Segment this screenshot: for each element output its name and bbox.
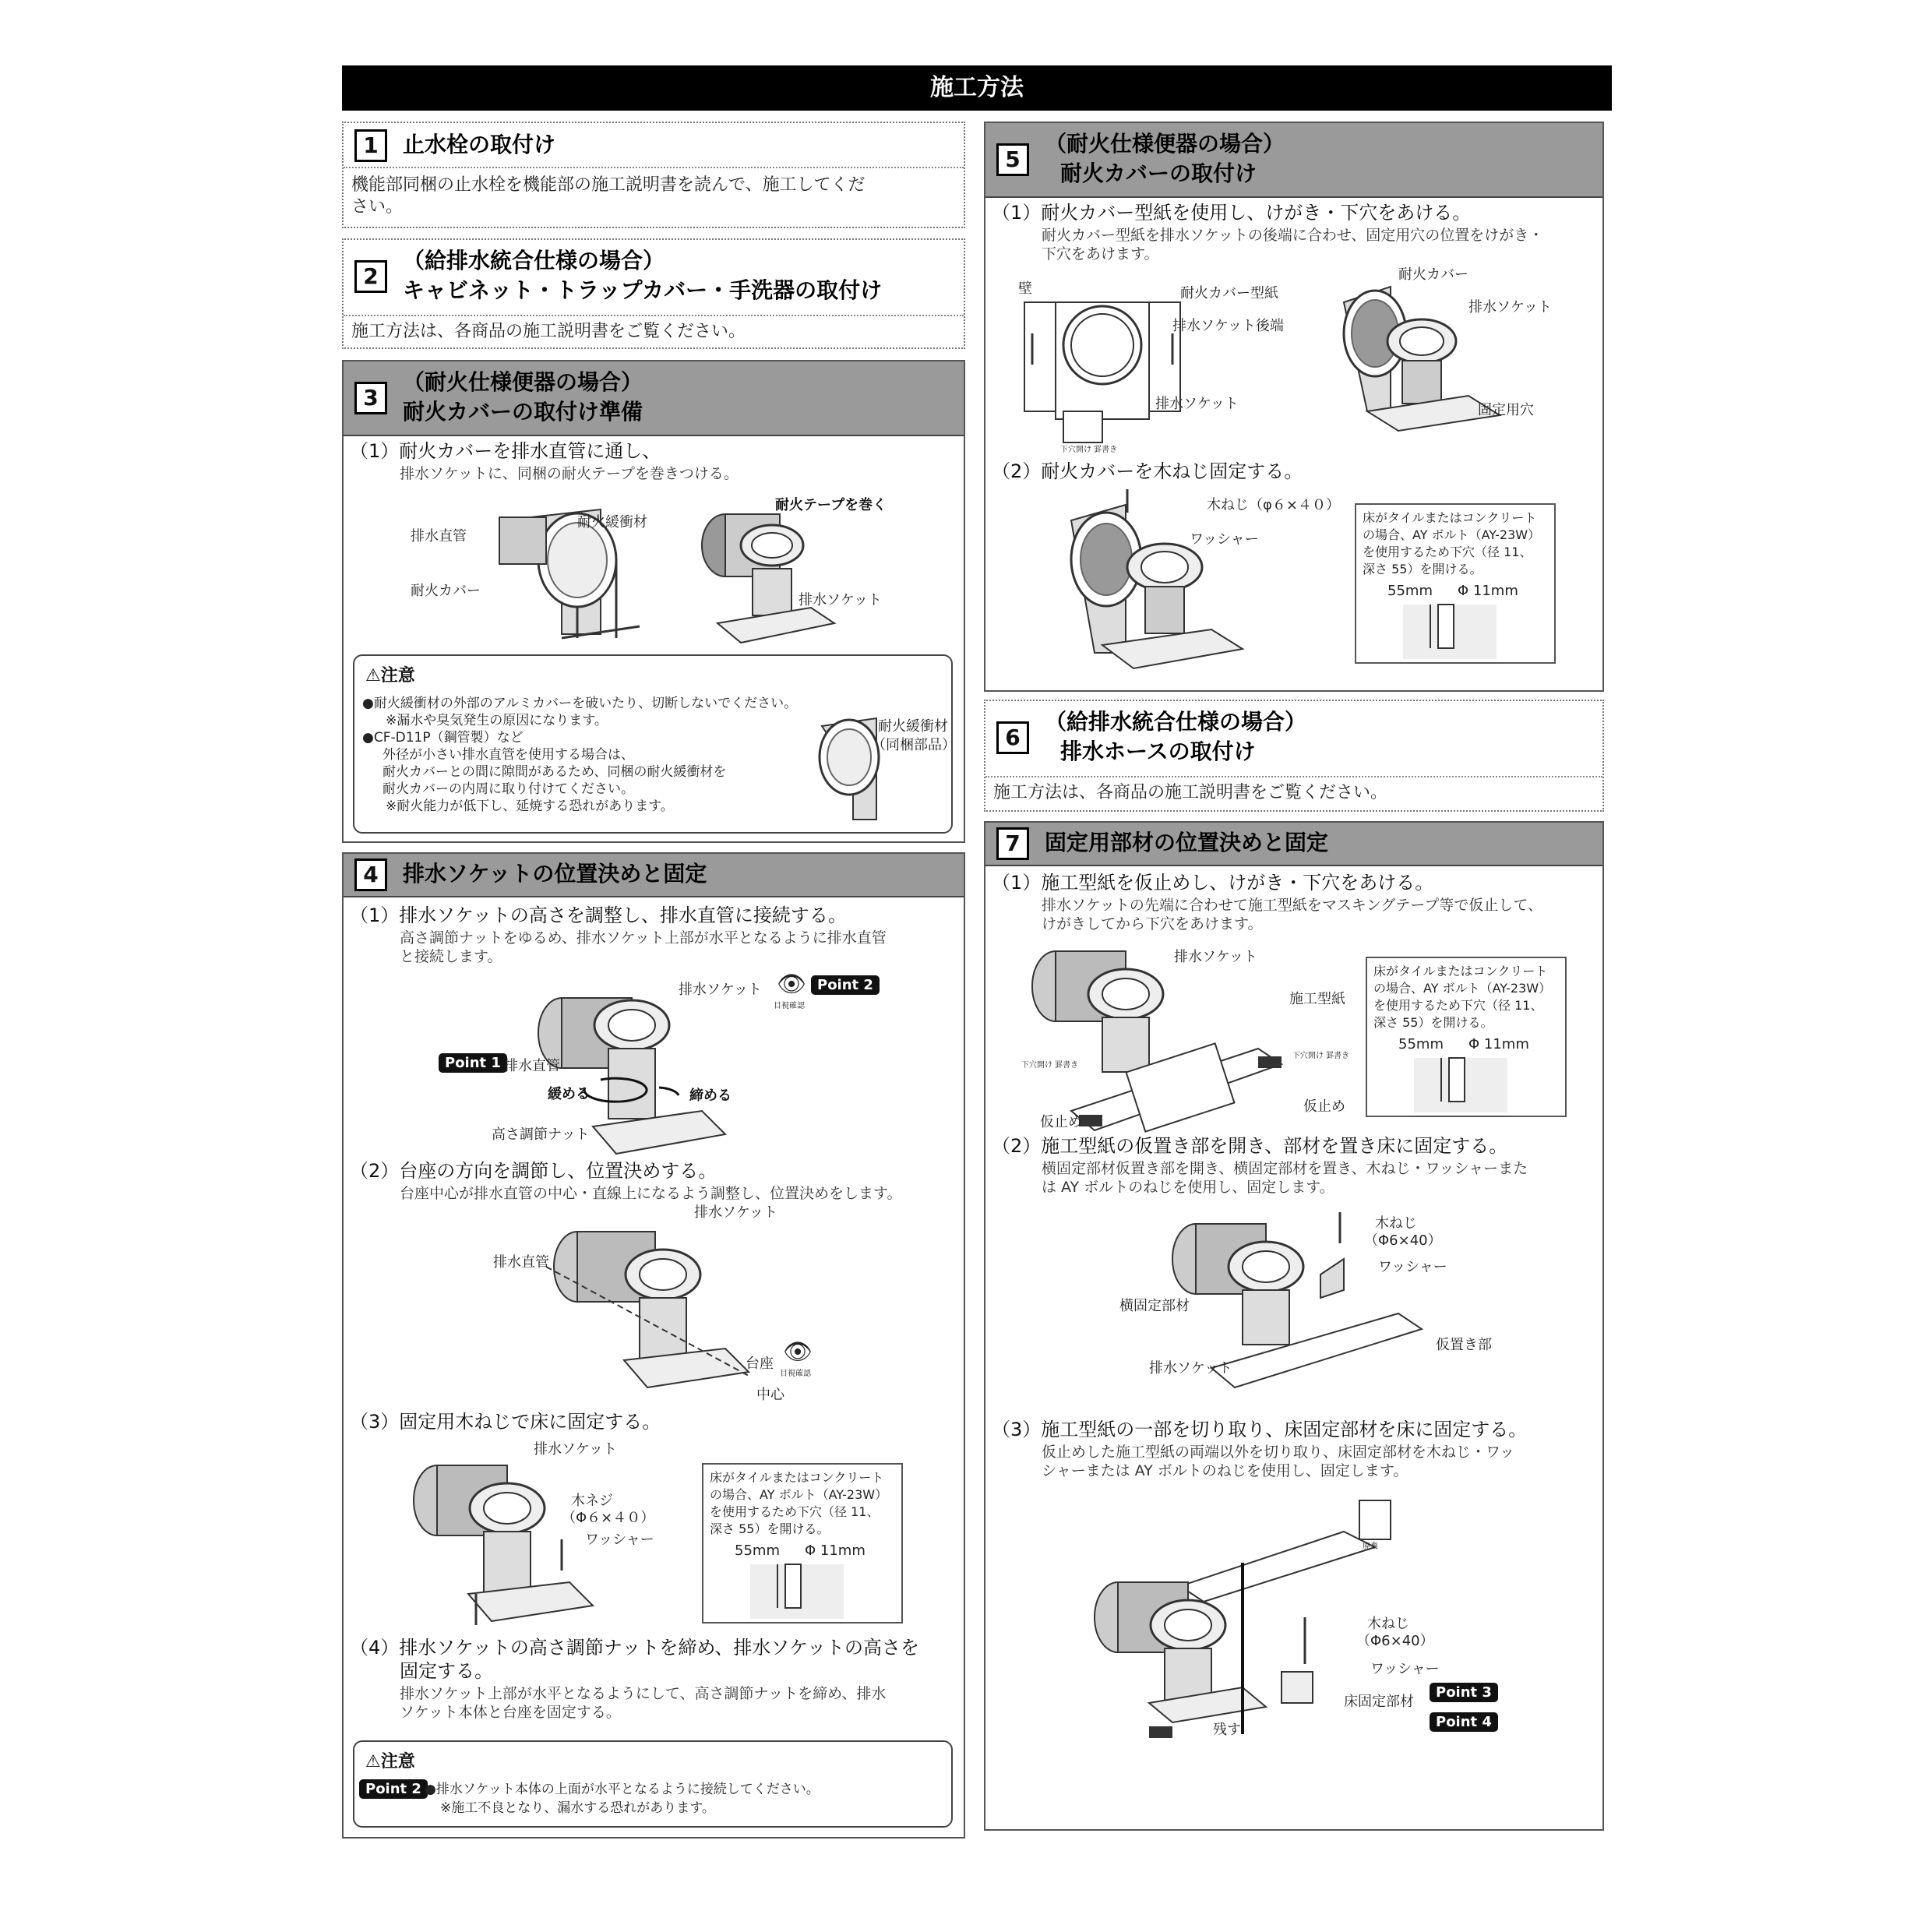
section-title-line2: 耐火カバーの取付け — [1060, 160, 1257, 186]
section-number: 1 — [354, 129, 387, 162]
point-2-badge: Point 2 — [359, 1779, 428, 1799]
hole-depth: 55mm — [1398, 1036, 1444, 1052]
step-3: （3）施工型紙の一部を切り取り、床固定部材を床に固定する。 — [992, 1419, 1528, 1440]
point-3-badge: Point 3 — [1430, 1683, 1498, 1702]
label-pipe: 排水直管 — [411, 528, 467, 545]
caution-line: ●耐火緩衝材の外部のアルミカバーを破いたり、切断しないでください。 — [362, 696, 798, 711]
section-7 — [984, 821, 1604, 1831]
caution-box — [353, 654, 956, 834]
step-1: （1）排水ソケットの高さを調整し、排水直管に接続する。 — [350, 904, 847, 926]
step-1: （1）耐火カバー型紙を使用し、けがき・下穴をあける。 — [992, 202, 1472, 224]
label-socket: 排水ソケット — [1468, 299, 1552, 316]
step-1: （1）耐火カバーを排水直管に通し、 — [350, 440, 661, 462]
section-number: 3 — [354, 382, 387, 414]
section-number: 5 — [996, 143, 1029, 176]
section-number: 4 — [354, 858, 387, 891]
step-1-detail: けがきしてから下穴をあけます。 — [1042, 915, 1263, 933]
label-visual-check: 目視確認 — [774, 1002, 805, 1010]
label-tack: 仮止め — [1303, 1098, 1345, 1115]
label-screw-size: （Φ6×40） — [1364, 1232, 1442, 1249]
caution-line: ※漏水や臭気発生の原因になります。 — [386, 713, 608, 728]
step-4: （4）排水ソケットの高さ調節ナットを締め、排水ソケットの高さを — [350, 1637, 919, 1659]
step-2: （2）耐火カバーを木ねじ固定する。 — [992, 460, 1303, 482]
section-6 — [984, 700, 1604, 812]
socket-tape-illustration — [686, 506, 842, 647]
section-1-body — [351, 175, 956, 218]
label-socket: 排水ソケット — [694, 1204, 777, 1221]
label-tack: 仮止め — [1040, 1114, 1082, 1130]
label-hole: 固定用穴 — [1478, 402, 1534, 418]
section-title-line1: （耐火仕様便器の場合） — [1045, 131, 1285, 157]
step-2-detail: は AY ボルトのねじを使用し、固定します。 — [1042, 1179, 1334, 1196]
body-text: さい。 — [351, 197, 404, 217]
section-7-header — [985, 823, 1602, 866]
hole-diameter: Φ 11mm — [805, 1542, 866, 1559]
label-socket: 排水ソケット — [1174, 949, 1257, 965]
step-1: （1）施工型紙を仮止めし、けがき・下穴をあける。 — [992, 872, 1434, 894]
label-cover: 耐火カバー — [1398, 266, 1468, 283]
label-side-member: 横固定部材 — [1119, 1298, 1190, 1314]
step-1-detail: 高さ調節ナットをゆるめ、排水ソケット上部が水平となるように排水直管 — [400, 929, 887, 947]
section-2 — [342, 238, 965, 349]
step-1-detail: 耐火カバー型紙を排水ソケットの後端に合わせ、固定用穴の位置をけがき・ — [1042, 227, 1544, 244]
label-visual-check: 目視確認 — [780, 1370, 811, 1378]
section-1 — [342, 122, 965, 228]
hole-diagram — [1414, 1058, 1507, 1112]
template-illustration — [1024, 287, 1180, 442]
section-title: 止水栓の取付け — [403, 132, 556, 157]
screw-fix-illustration — [406, 1454, 601, 1633]
warning-icon: ⚠ — [365, 666, 381, 686]
section-3-header — [344, 361, 964, 436]
hole-diagram — [1403, 605, 1497, 659]
label-keep: 残す — [1213, 1722, 1241, 1738]
base-alignment-illustration — [546, 1220, 764, 1391]
label-washer: ワッシャー — [1378, 1259, 1447, 1275]
label-waste: 廃棄 — [1363, 1542, 1378, 1551]
step-1-detail: 排水ソケットの先端に合わせて施工型紙をマスキングテープ等で仮止して、 — [1042, 897, 1542, 914]
section-title: 固定用部材の位置決めと固定 — [1045, 830, 1329, 855]
body-text: 機能部同梱の止水栓を機能部の施工説明書を読んで、施工してくだ — [351, 175, 866, 195]
eye-icon: 👁 — [777, 971, 807, 998]
caution-line: ※施工不良となり、漏水する恐れがあります。 — [440, 1800, 715, 1816]
fire-cover-screw-illustration — [1040, 489, 1258, 676]
caution-line: 耐火カバーの内周に取り付けてください。 — [383, 781, 634, 797]
section-2-header — [344, 240, 964, 316]
caution-line: ●CF-D11P（鋼管製）など — [362, 730, 524, 746]
label-socket-rear: 排水ソケット後端 — [1172, 318, 1284, 334]
section-title-line1: （耐火仕様便器の場合） — [403, 369, 643, 395]
label-drill: 下穴開け 罫書き — [1021, 1061, 1079, 1070]
label-washer: ワッシャー — [1190, 531, 1259, 548]
label-washer: ワッシャー — [1370, 1661, 1440, 1677]
label-pipe: 排水直管 — [504, 1058, 560, 1074]
label-wall: 壁 — [1018, 280, 1032, 297]
step-2-detail: 横固定部材仮置き部を開き、横固定部材を置き、木ねじ・ワッシャーまた — [1042, 1160, 1528, 1177]
label-tape: 耐火テープを巻く — [775, 497, 887, 513]
caution-title: ⚠注意 — [365, 1752, 415, 1772]
label-screw-size: （Φ６×４０） — [562, 1510, 655, 1526]
step-2-detail: 台座中心が排水直管の中心・直線上になるよう調整し、位置決めをします。 — [400, 1185, 902, 1202]
step-4-detail: ソケット本体と台座を固定する。 — [400, 1704, 621, 1721]
step-2: （2）台座の方向を調節し、位置決めする。 — [350, 1160, 717, 1182]
section-6-header — [985, 701, 1602, 777]
eye-icon: 👁 — [783, 1338, 813, 1366]
hole-depth: 55mm — [1387, 583, 1433, 599]
step-1-detail: 排水ソケットに、同梱の耐火テープを巻きつける。 — [400, 465, 739, 482]
caution-line: 外径が小さい排水直管を使用する場合は、 — [383, 747, 634, 763]
label-template: 耐火カバー型紙 — [1180, 285, 1278, 301]
caution-line: ※耐火能力が低下し、延焼する恐れがあります。 — [386, 799, 674, 814]
section-title-line2: キャビネット・トラップカバー・手洗器の取付け — [403, 277, 883, 303]
label-screw: 木ねじ — [1367, 1616, 1409, 1632]
step-1-detail: と接続します。 — [400, 948, 502, 965]
page-title: 施工方法 — [342, 65, 1612, 111]
section-4 — [342, 852, 965, 1839]
body-text: 施工方法は、各商品の施工説明書をご覧ください。 — [351, 322, 746, 341]
label-screw: 木ねじ（φ６×４０） — [1207, 497, 1340, 513]
section-title: 排水ソケットの位置決めと固定 — [403, 861, 707, 887]
point-1-badge: Point 1 — [439, 1053, 507, 1073]
label-pipe: 排水直管 — [493, 1254, 549, 1271]
tile-note: 床がタイルまたはコンクリート の場合、AY ボルト（AY-23W） を使用するため下穴（径 11、 深さ 55）を開ける。 55mm Φ 11mm — [702, 1463, 903, 1624]
step-3-detail: 仮止めした施工型紙の両端以外を切り取り、床固定部材を木ねじ・ワッ — [1042, 1444, 1515, 1461]
point-2-badge: Point 2 — [811, 975, 880, 995]
label-socket: 排水ソケット — [1149, 1360, 1232, 1377]
point-4-badge: Point 4 — [1430, 1712, 1498, 1732]
label-screw-size: （Φ6×40） — [1356, 1633, 1434, 1649]
label-cushion: 耐火緩衝材 — [577, 514, 647, 531]
label-drill: 下穴開け 罫書き — [1292, 1052, 1350, 1060]
label-loosen: 緩める — [548, 1086, 590, 1102]
hole-diameter: Φ 11mm — [1468, 1036, 1529, 1052]
label-washer: ワッシャー — [585, 1532, 654, 1548]
section-title-line1: （給排水統合仕様の場合） — [1045, 709, 1307, 735]
label-temp-area: 仮置き部 — [1436, 1337, 1492, 1353]
step-4-cont: 固定する。 — [400, 1660, 493, 1682]
hole-diagram — [750, 1564, 844, 1619]
label-cushion: 耐火緩衝材 — [878, 718, 948, 735]
warning-icon: ⚠ — [365, 1752, 381, 1772]
label-screw: 木ネジ — [571, 1493, 613, 1509]
section-5-header — [985, 123, 1602, 198]
body-text: 施工方法は、各商品の施工説明書をご覧ください。 — [993, 783, 1388, 802]
hole-diameter: Φ 11mm — [1458, 583, 1518, 599]
section-5 — [984, 122, 1604, 692]
step-2: （2）施工型紙の仮置き部を開き、部材を置き床に固定する。 — [992, 1135, 1508, 1157]
section-number: 7 — [996, 827, 1029, 860]
label-socket: 排水ソケット — [1155, 396, 1239, 412]
label-cover: 耐火カバー — [411, 583, 481, 599]
section-1-header — [344, 123, 964, 168]
caution-line: ●排水ソケット本体の上面が水平となるように接続してください。 — [425, 1782, 820, 1797]
section-title-line2: 耐火カバーの取付け準備 — [403, 399, 643, 425]
caution-line: 耐火カバーとの間に隙間があるため、同梱の耐火緩衝材を — [383, 764, 727, 780]
section-title-line2: 排水ホースの取付け — [1060, 739, 1256, 764]
label-socket: 排水ソケット — [534, 1441, 617, 1458]
step-3-detail: シャーまたは AY ボルトのねじを使用し、固定します。 — [1042, 1462, 1408, 1479]
tile-note: 床がタイルまたはコンクリート の場合、AY ボルト（AY-23W） を使用するため下穴（径 11、 深さ 55）を開ける。 55mm Φ 11mm — [1355, 503, 1556, 664]
caution-box — [353, 1740, 953, 1828]
label-socket: 排水ソケット — [679, 982, 762, 998]
step-3: （3）固定用木ねじで床に固定する。 — [350, 1411, 661, 1433]
section-number: 6 — [996, 721, 1029, 754]
label-center: 中心 — [756, 1387, 784, 1403]
section-title-line1: （給排水統合仕様の場合） — [403, 248, 665, 273]
label-base: 台座 — [746, 1356, 774, 1372]
section-4-header — [344, 854, 964, 897]
tile-note: 床がタイルまたはコンクリート の場合、AY ボルト（AY-23W） を使用するため下穴（径 11、 深さ 55）を開ける。 55mm Φ 11mm — [1366, 957, 1567, 1117]
label-template: 施工型紙 — [1289, 991, 1345, 1007]
label-screw: 木ねじ — [1375, 1215, 1417, 1232]
caution-title: ⚠注意 — [365, 666, 415, 686]
label-socket: 排水ソケット — [799, 592, 882, 608]
label-drill: 下穴開け 罫書き — [1060, 446, 1118, 454]
step-4-detail: 排水ソケット上部が水平となるようにして、高さ調節ナットを締め、排水 — [400, 1685, 887, 1702]
label-floor-member: 床固定部材 — [1344, 1694, 1414, 1710]
label-bundled: （同梱部品） — [872, 737, 956, 753]
label-nut: 高さ調節ナット — [492, 1126, 590, 1143]
section-number: 2 — [354, 260, 387, 293]
section-3 — [342, 360, 965, 843]
step-1-detail: 下穴をあけます。 — [1042, 245, 1159, 263]
label-tighten: 締める — [689, 1088, 732, 1104]
hole-depth: 55mm — [735, 1542, 780, 1559]
